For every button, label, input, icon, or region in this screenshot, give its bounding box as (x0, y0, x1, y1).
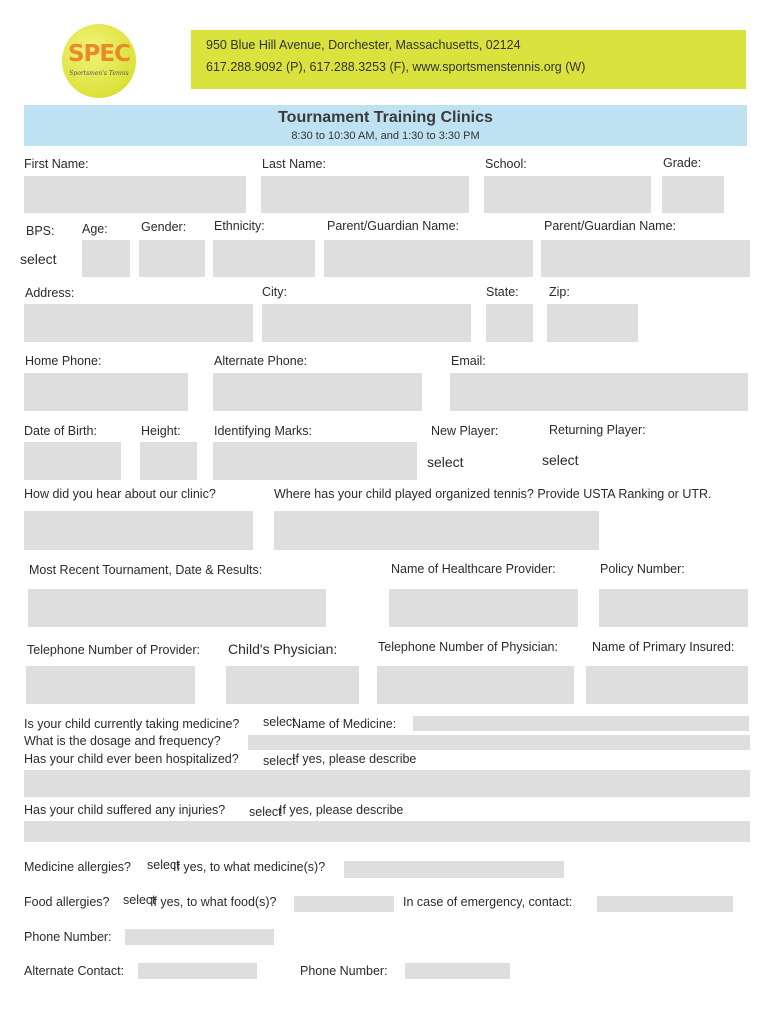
height-field[interactable] (140, 442, 197, 480)
form-title: Tournament Training Clinics (278, 109, 493, 126)
tel-provider-label: Telephone Number of Provider: (27, 643, 201, 657)
last-name-label: Last Name: (262, 157, 326, 171)
medicine-name-label: Name of Medicine: (292, 717, 397, 731)
food-allergies-select[interactable]: select (123, 893, 156, 907)
bps-select[interactable]: select (20, 251, 57, 267)
new-player-select[interactable]: select (427, 454, 464, 470)
injuries-describe-label: If yes, please describe (279, 803, 404, 817)
age-field[interactable] (82, 240, 130, 277)
policy-label: Policy Number: (600, 562, 685, 576)
medicine-select[interactable]: select (263, 715, 296, 729)
injuries-label: Has your child suffered any injuries? (24, 803, 226, 817)
healthcare-label: Name of Healthcare Provider: (391, 562, 556, 576)
age-label: Age: (82, 222, 108, 236)
logo-tagline: Sportsmen's Tennis (69, 70, 129, 77)
med-allergies-which-label: If yes, to what medicine(s)? (173, 860, 326, 874)
logo (62, 24, 136, 98)
height-label: Height: (141, 424, 181, 438)
alt-contact-label: Alternate Contact: (24, 964, 125, 978)
hospitalized-describe-label: If yes, please describe (292, 752, 417, 766)
tel-provider-field[interactable] (26, 666, 195, 704)
tel-physician-field[interactable] (377, 666, 574, 704)
marks-field[interactable] (213, 442, 417, 480)
home-phone-label: Home Phone: (25, 354, 102, 368)
recent-tournament-label: Most Recent Tournament, Date & Results: (29, 563, 263, 577)
hear-label: How did you hear about our clinic? (24, 487, 216, 501)
contact-line: 617.288.9092 (P), 617.288.3253 (F), www.sportsmenstennis.org (W) (206, 60, 586, 74)
phone-number-label: Phone Number: (24, 930, 112, 944)
dosage-field[interactable] (248, 735, 750, 750)
emergency-field[interactable] (597, 896, 733, 912)
injuries-describe-field[interactable] (24, 821, 750, 842)
city-field[interactable] (262, 304, 471, 342)
dosage-label: What is the dosage and frequency? (24, 734, 221, 748)
address-label: Address: (25, 286, 75, 300)
email-field[interactable] (450, 373, 748, 411)
insured-label: Name of Primary Insured: (592, 640, 735, 654)
played-label: Where has your child played organized tennis? Provide USTA Ranking or UTR. (274, 487, 712, 501)
zip-label: Zip: (549, 285, 570, 299)
grade-label: Grade: (663, 156, 702, 170)
med-allergies-select[interactable]: select (147, 858, 180, 872)
dob-label: Date of Birth: (24, 424, 97, 438)
school-field[interactable] (484, 176, 651, 213)
form-subtitle: 8:30 to 10:30 AM, and 1:30 to 3:30 PM (291, 130, 480, 142)
last-name-field[interactable] (261, 176, 469, 213)
parent1-label: Parent/Guardian Name: (327, 219, 460, 233)
phone-number2-label: Phone Number: (300, 964, 388, 978)
address-line: 950 Blue Hill Avenue, Dorchester, Massachusetts, 02124 (206, 38, 521, 52)
medicine-name-field[interactable] (413, 716, 749, 731)
marks-label: Identifying Marks: (214, 424, 312, 438)
healthcare-field[interactable] (389, 589, 578, 627)
ethnicity-label: Ethnicity: (214, 219, 265, 233)
phone-number2-field[interactable] (405, 963, 510, 979)
returning-player-select[interactable]: select (542, 452, 579, 468)
hospitalized-describe-field[interactable] (24, 770, 750, 797)
food-allergies-label: Food allergies? (24, 895, 110, 909)
hear-field[interactable] (24, 511, 253, 550)
food-which-field[interactable] (294, 896, 394, 912)
parent2-label: Parent/Guardian Name: (544, 219, 677, 233)
emergency-label: In case of emergency, contact: (403, 895, 573, 909)
dob-field[interactable] (24, 442, 121, 480)
medicine-question-label: Is your child currently taking medicine? (24, 717, 240, 731)
first-name-label: First Name: (24, 157, 89, 171)
address-field[interactable] (24, 304, 253, 342)
parent1-field[interactable] (324, 240, 533, 277)
ethnicity-field[interactable] (213, 240, 315, 277)
gender-field[interactable] (139, 240, 205, 277)
returning-player-label: Returning Player: (549, 423, 646, 437)
hospitalized-label: Has your child ever been hospitalized? (24, 752, 239, 766)
email-label: Email: (451, 354, 486, 368)
school-label: School: (485, 157, 527, 171)
home-phone-field[interactable] (24, 373, 188, 411)
parent2-field[interactable] (541, 240, 750, 277)
state-field[interactable] (486, 304, 533, 342)
zip-field[interactable] (547, 304, 638, 342)
hospitalized-select[interactable]: select (263, 754, 296, 768)
gender-label: Gender: (141, 220, 187, 234)
address-banner (191, 30, 746, 89)
grade-field[interactable] (662, 176, 724, 213)
injuries-select[interactable]: select (249, 805, 282, 819)
alt-phone-field[interactable] (213, 373, 422, 411)
first-name-field[interactable] (24, 176, 246, 213)
tel-physician-label: Telephone Number of Physician: (378, 640, 558, 654)
phone-number-field[interactable] (125, 929, 274, 945)
food-which-label: If yes, to what food(s)? (150, 895, 277, 909)
logo-text: SPEC (67, 41, 130, 67)
recent-tournament-field[interactable] (28, 589, 326, 627)
played-field[interactable] (274, 511, 599, 550)
city-label: City: (262, 285, 287, 299)
alt-contact-field[interactable] (138, 963, 257, 979)
physician-label: Child's Physician: (228, 641, 338, 657)
title-band (24, 105, 747, 146)
insured-field[interactable] (586, 666, 748, 704)
new-player-label: New Player: (431, 424, 499, 438)
med-allergies-label: Medicine allergies? (24, 860, 132, 874)
med-allergies-which-field[interactable] (344, 861, 564, 878)
alt-phone-label: Alternate Phone: (214, 354, 308, 368)
policy-field[interactable] (599, 589, 748, 627)
physician-field[interactable] (226, 666, 359, 704)
bps-label: BPS: (26, 224, 55, 238)
state-label: State: (486, 285, 519, 299)
